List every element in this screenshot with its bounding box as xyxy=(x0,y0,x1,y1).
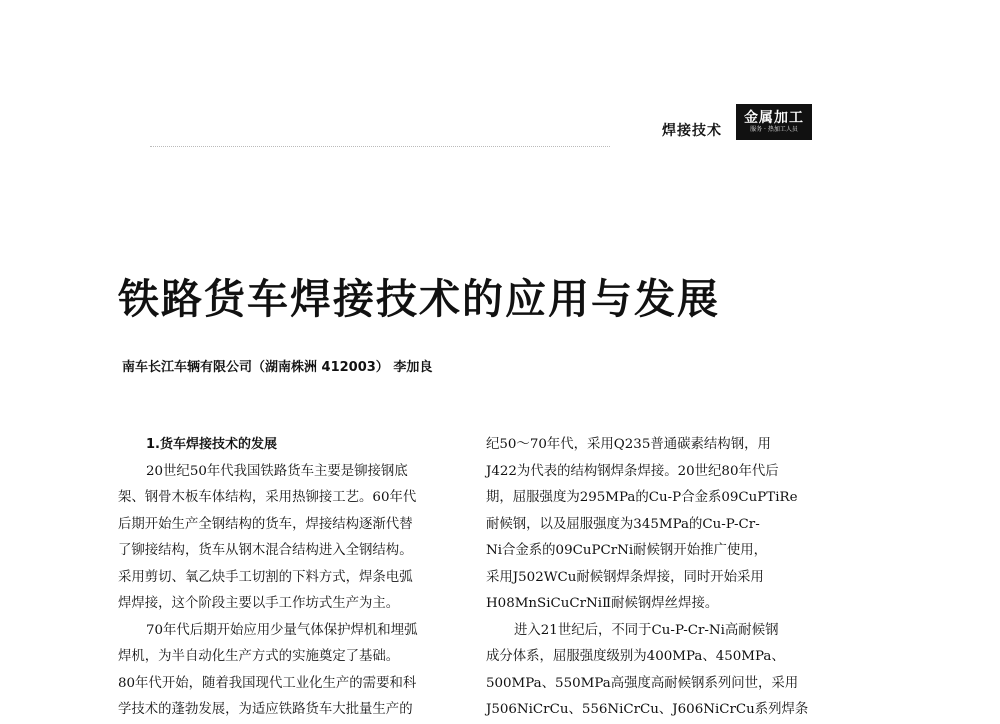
journal-section-label: 焊接技术 xyxy=(662,123,722,139)
paragraph-line: 学技术的蓬勃发展，为适应铁路货车大批量生产的 xyxy=(118,702,413,717)
paragraph-line: 500MPa、550MPa高强度高耐候钢系列问世，采用 xyxy=(486,675,799,691)
paragraph-line: 耐候钢，以及屈服强度为345MPa的Cu-P-Cr- xyxy=(486,516,760,532)
journal-logo xyxy=(736,104,812,140)
journal-logo-sub: 服务 · 热加工人员 xyxy=(750,126,798,133)
left-column xyxy=(118,432,456,724)
paragraph-line: 成分体系，屈服强度级别为400MPa、450MPa、 xyxy=(486,649,785,664)
paragraph-line: 进入21世纪后，不同于Cu-P-Cr-Ni高耐候钢 xyxy=(514,622,779,638)
paragraph-line: J506NiCrCu、556NiCrCu、J606NiCrCu系列焊条 xyxy=(486,702,809,717)
header-divider xyxy=(150,146,610,147)
paragraph-line: 20世纪50年代我国铁路货车主要是铆接钢底 xyxy=(146,463,408,479)
paragraph-line: H08MnSiCuCrNiⅡ耐候钢焊丝焊接。 xyxy=(486,596,719,611)
paragraph-line: 采用剪切、氧乙炔手工切割的下料方式，焊条电弧 xyxy=(118,569,413,585)
paragraph-line: 纪50～70年代，采用Q235普通碳素结构钢，用 xyxy=(486,437,771,452)
paragraph-line: 焊机，为半自动化生产方式的实施奠定了基础。 xyxy=(118,649,400,664)
paragraph-line: 架、钢骨木板车体结构，采用热铆接工艺。60年代 xyxy=(118,490,417,505)
paragraph-line: 80年代开始，随着我国现代工业化生产的需要和科 xyxy=(118,675,417,691)
paragraph-line: 了铆接结构，货车从钢木混合结构进入全钢结构。 xyxy=(118,543,413,558)
paragraph-line: J422为代表的结构钢焊条焊接。20世纪80年代后 xyxy=(486,463,779,479)
author-affiliation: 南车长江车辆有限公司（湖南株洲 412003） 李加良 xyxy=(122,360,433,375)
paragraph-line: 后期开始生产全钢结构的货车，焊接结构逐渐代替 xyxy=(118,516,413,532)
paragraph-line: 采用J502WCu耐候钢焊条焊接，同时开始采用 xyxy=(486,569,764,585)
paragraph-line: 期，屈服强度为295MPa的Cu-P合金系09CuPTiRe xyxy=(486,490,798,505)
paragraph-line: 70年代后期开始应用少量气体保护焊机和埋弧 xyxy=(146,622,418,638)
paragraph-line: 焊焊接，这个阶段主要以手工作坊式生产为主。 xyxy=(118,596,400,611)
article-title: 铁路货车焊接技术的应用与发展 xyxy=(118,275,720,323)
section-heading: 1.货车焊接技术的发展 xyxy=(146,437,277,452)
right-column xyxy=(486,432,826,724)
paragraph-line: Ni合金系的09CuPCrNi耐候钢开始推广使用， xyxy=(486,543,768,558)
journal-logo-main: 金属加工 xyxy=(744,110,804,126)
